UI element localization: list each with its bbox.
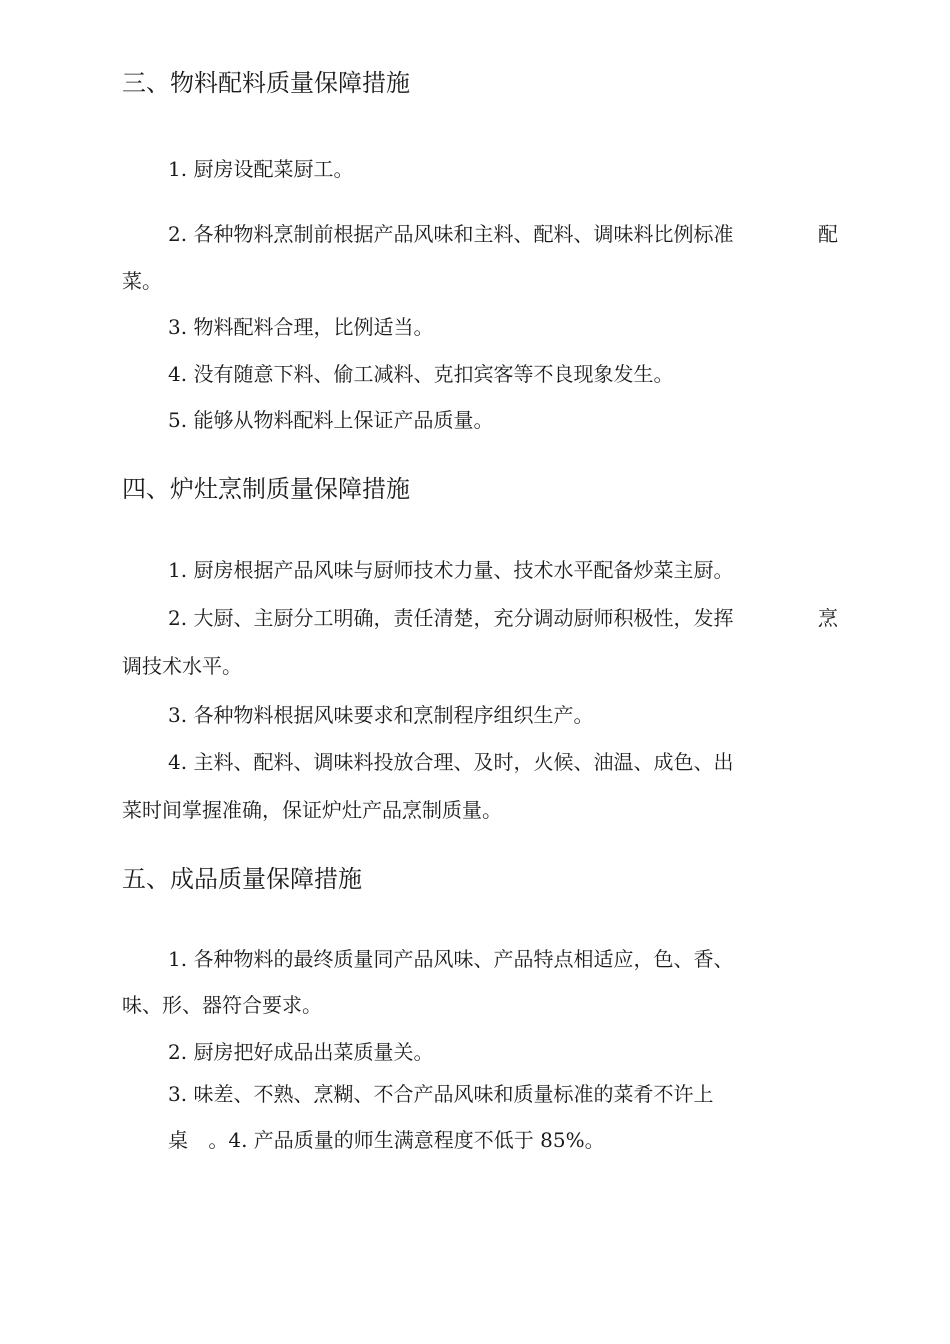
paragraph-line: 味、形、器符合要求。 (122, 993, 322, 1017)
paragraph-line: 菜。 (122, 269, 162, 293)
paragraph-line: 4. 主料、配料、调味料投放合理、及时，火候、油温、成色、出 (168, 750, 734, 774)
paragraph-text: 桌 (168, 1128, 188, 1152)
paragraph-line: 3. 各种物料根据风味要求和烹制程序组织生产。 (168, 703, 594, 727)
section-heading-5: 五、成品质量保障措施 (122, 865, 362, 893)
paragraph-line: 1. 各种物料的最终质量同产品风味、产品特点相适应，色、香、 (168, 947, 734, 971)
paragraph-line (168, 221, 838, 247)
paragraph-line (168, 1127, 605, 1153)
paragraph-text: 2. 大厨、主厨分工明确，责任清楚，充分调动厨师积极性，发挥 (168, 606, 734, 630)
paragraph-line: 调技术水平。 (122, 654, 242, 678)
paragraph-text: 烹 (818, 606, 838, 630)
paragraph-line: 菜时间掌握准确，保证炉灶产品烹制质量。 (122, 798, 502, 822)
paragraph-line: 5. 能够从物料配料上保证产品质量。 (168, 408, 494, 432)
paragraph-line: 1. 厨房根据产品风味与厨师技术力量、技术水平配备炒菜主厨。 (168, 558, 734, 582)
paragraph-line: 2. 厨房把好成品出菜质量关。 (168, 1040, 434, 1064)
section-heading-3: 三、物料配料质量保障措施 (122, 69, 410, 97)
paragraph-text: 。4. 产品质量的师生满意程度不低于 85%。 (208, 1128, 605, 1152)
paragraph-text: 2. 各种物料烹制前根据产品风味和主料、配料、调味料比例标准 (168, 222, 734, 246)
paragraph-line (168, 605, 838, 631)
paragraph-line: 1. 厨房设配菜厨工。 (168, 157, 354, 181)
paragraph-line: 3. 味差、不熟、烹糊、不合产品风味和质量标准的菜肴不许上 (168, 1082, 714, 1106)
paragraph-line: 3. 物料配料合理，比例适当。 (168, 315, 434, 339)
section-heading-4: 四、炉灶烹制质量保障措施 (122, 475, 410, 503)
paragraph-text: 配 (818, 222, 838, 246)
paragraph-line: 4. 没有随意下料、偷工减料、克扣宾客等不良现象发生。 (168, 362, 674, 386)
